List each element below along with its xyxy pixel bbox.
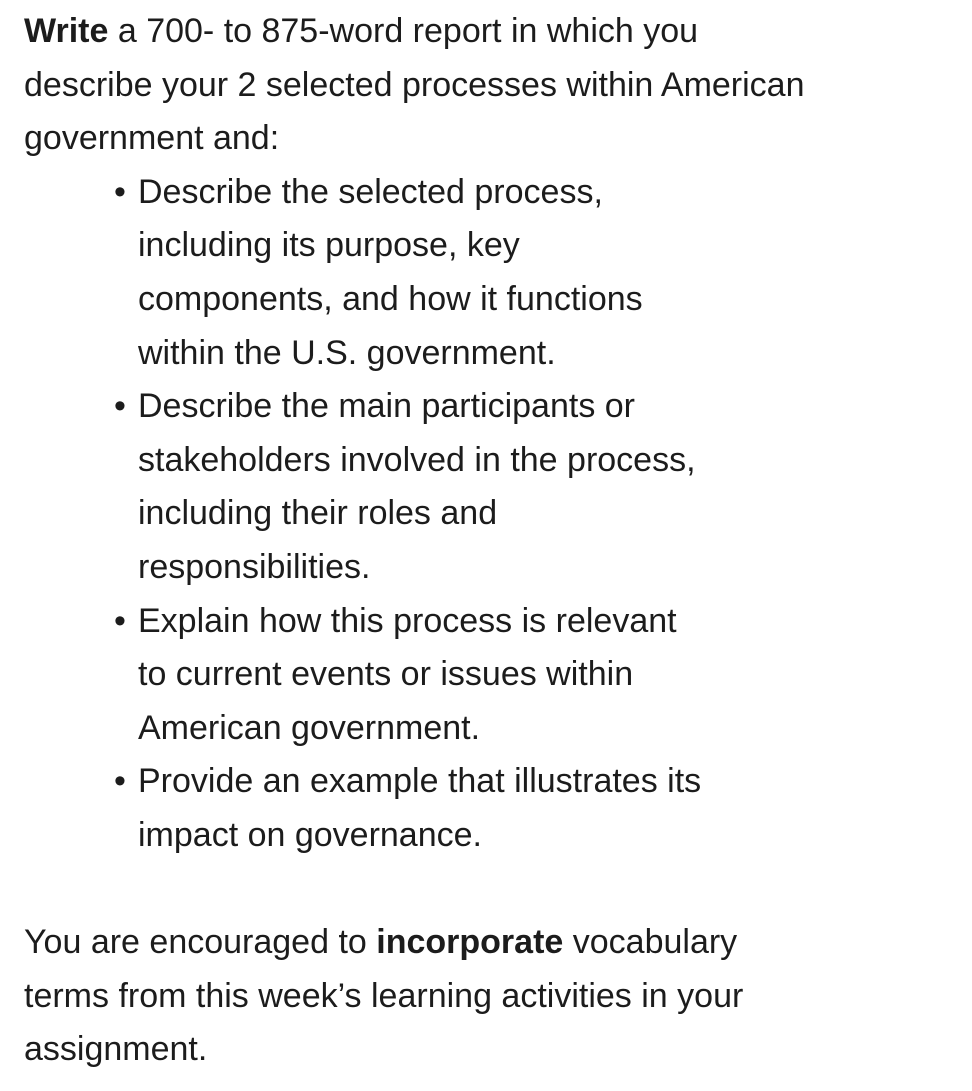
closing-line bbox=[24, 916, 805, 970]
text: responsibilities. bbox=[138, 547, 371, 586]
bold-write: Write bbox=[24, 12, 109, 50]
intro-line bbox=[24, 5, 805, 59]
text: Describe the selected process, bbox=[138, 172, 603, 211]
bold-incorporate: incorporate bbox=[376, 923, 564, 962]
bullet-icon: • bbox=[114, 601, 126, 640]
text: components, and how it functions bbox=[138, 279, 643, 318]
text: Describe the main participants or bbox=[138, 387, 636, 426]
text: to current events or issues within bbox=[138, 655, 634, 694]
bullet-icon: • bbox=[114, 172, 126, 211]
text: impact on governance. bbox=[138, 815, 482, 854]
text: You are encouraged to bbox=[24, 923, 377, 962]
closing-line: assignment. bbox=[24, 1030, 208, 1069]
bullet-icon: • bbox=[114, 762, 126, 801]
text: American government. bbox=[138, 708, 481, 747]
list-item bbox=[114, 595, 805, 756]
text: vocabulary bbox=[563, 923, 738, 962]
intro-line: government and: bbox=[24, 119, 280, 158]
closing-line: terms from this week’s learning activities in your bbox=[24, 976, 744, 1015]
intro-line: describe your 2 selected processes within American bbox=[24, 65, 805, 104]
text: a 700- to 875-word report in which you bbox=[108, 12, 699, 50]
text: including their roles and bbox=[138, 494, 498, 533]
bullet-icon: • bbox=[114, 387, 126, 426]
list-item bbox=[114, 380, 805, 594]
text: stakeholders involved in the process, bbox=[138, 440, 696, 479]
text: within the U.S. government. bbox=[138, 333, 556, 372]
list-item bbox=[114, 755, 805, 862]
spacer bbox=[24, 863, 805, 917]
text: including its purpose, key bbox=[138, 226, 520, 265]
list-item bbox=[114, 166, 805, 380]
text: Explain how this process is relevant bbox=[138, 601, 677, 640]
assignment-instructions bbox=[24, 5, 805, 1077]
requirements-list bbox=[114, 166, 805, 863]
text: Provide an example that illustrates its bbox=[138, 762, 702, 801]
